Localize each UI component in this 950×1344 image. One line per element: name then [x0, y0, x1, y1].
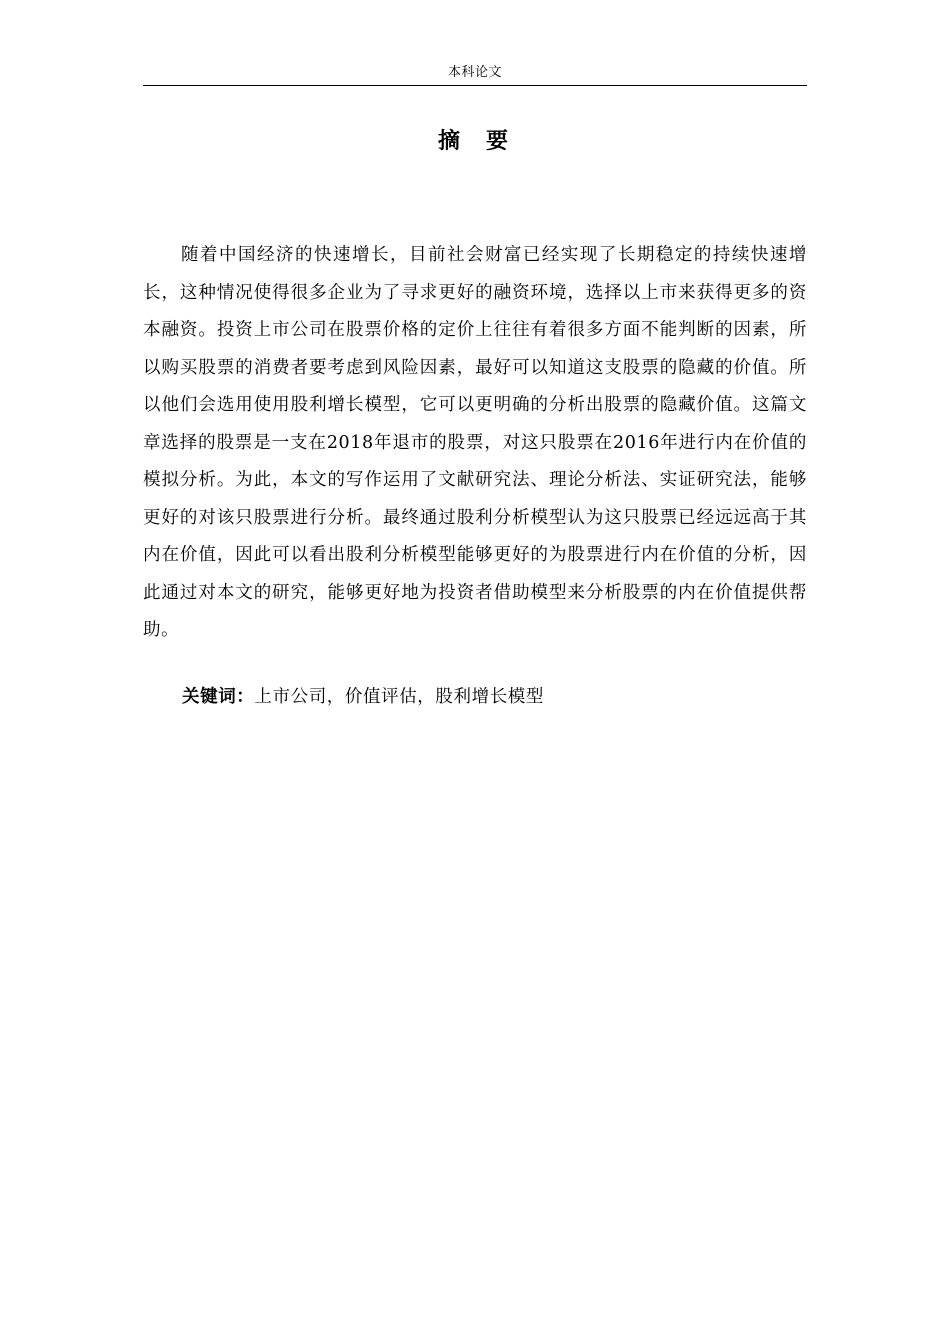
- abstract-title-char-1: 摘: [437, 129, 464, 154]
- keywords-label: 关键词：: [182, 687, 255, 707]
- abstract-body: 随着中国经济的快速增长，目前社会财富已经实现了长期稳定的持续快速增长，这种情况使得很多企业为了寻求更好的融资环境，选择以上市来获得更多的资本融资。投资上市公司在股票价格的定价上往往有着很多方面不能判断的因素，所以购买股票的消费者要考虑到风险因素，最好可以知道这支股票的隐藏的价值。所以他们会选用使用股利增长模型，它可以更明确的分析出股票的隐藏价值。这篇文章选择的股票是一支在2018年退市的股票，对这只股票在2016年进行内在价值的模拟分析。为此，本文的写作运用了文献研究法、理论分析法、实证研究法，能够更好的对该只股票进行分析。最终通过股利分析模型认为这只股票已经远远高于其内在价值，因此可以看出股利分析模型能够更好的为股票进行内在价值的分析，因此通过对本文的研究，能够更好地为投资者借助模型来分析股票的内在价值提供帮助。: [143, 245, 807, 640]
- keywords-line: [182, 681, 807, 713]
- running-header: 本科论文: [447, 65, 502, 80]
- header-rule: [143, 85, 807, 86]
- keywords-value: 上市公司，价值评估，股利增长模型: [254, 687, 545, 707]
- abstract-title-char-2: 要: [486, 129, 513, 154]
- abstract-title: [143, 126, 807, 158]
